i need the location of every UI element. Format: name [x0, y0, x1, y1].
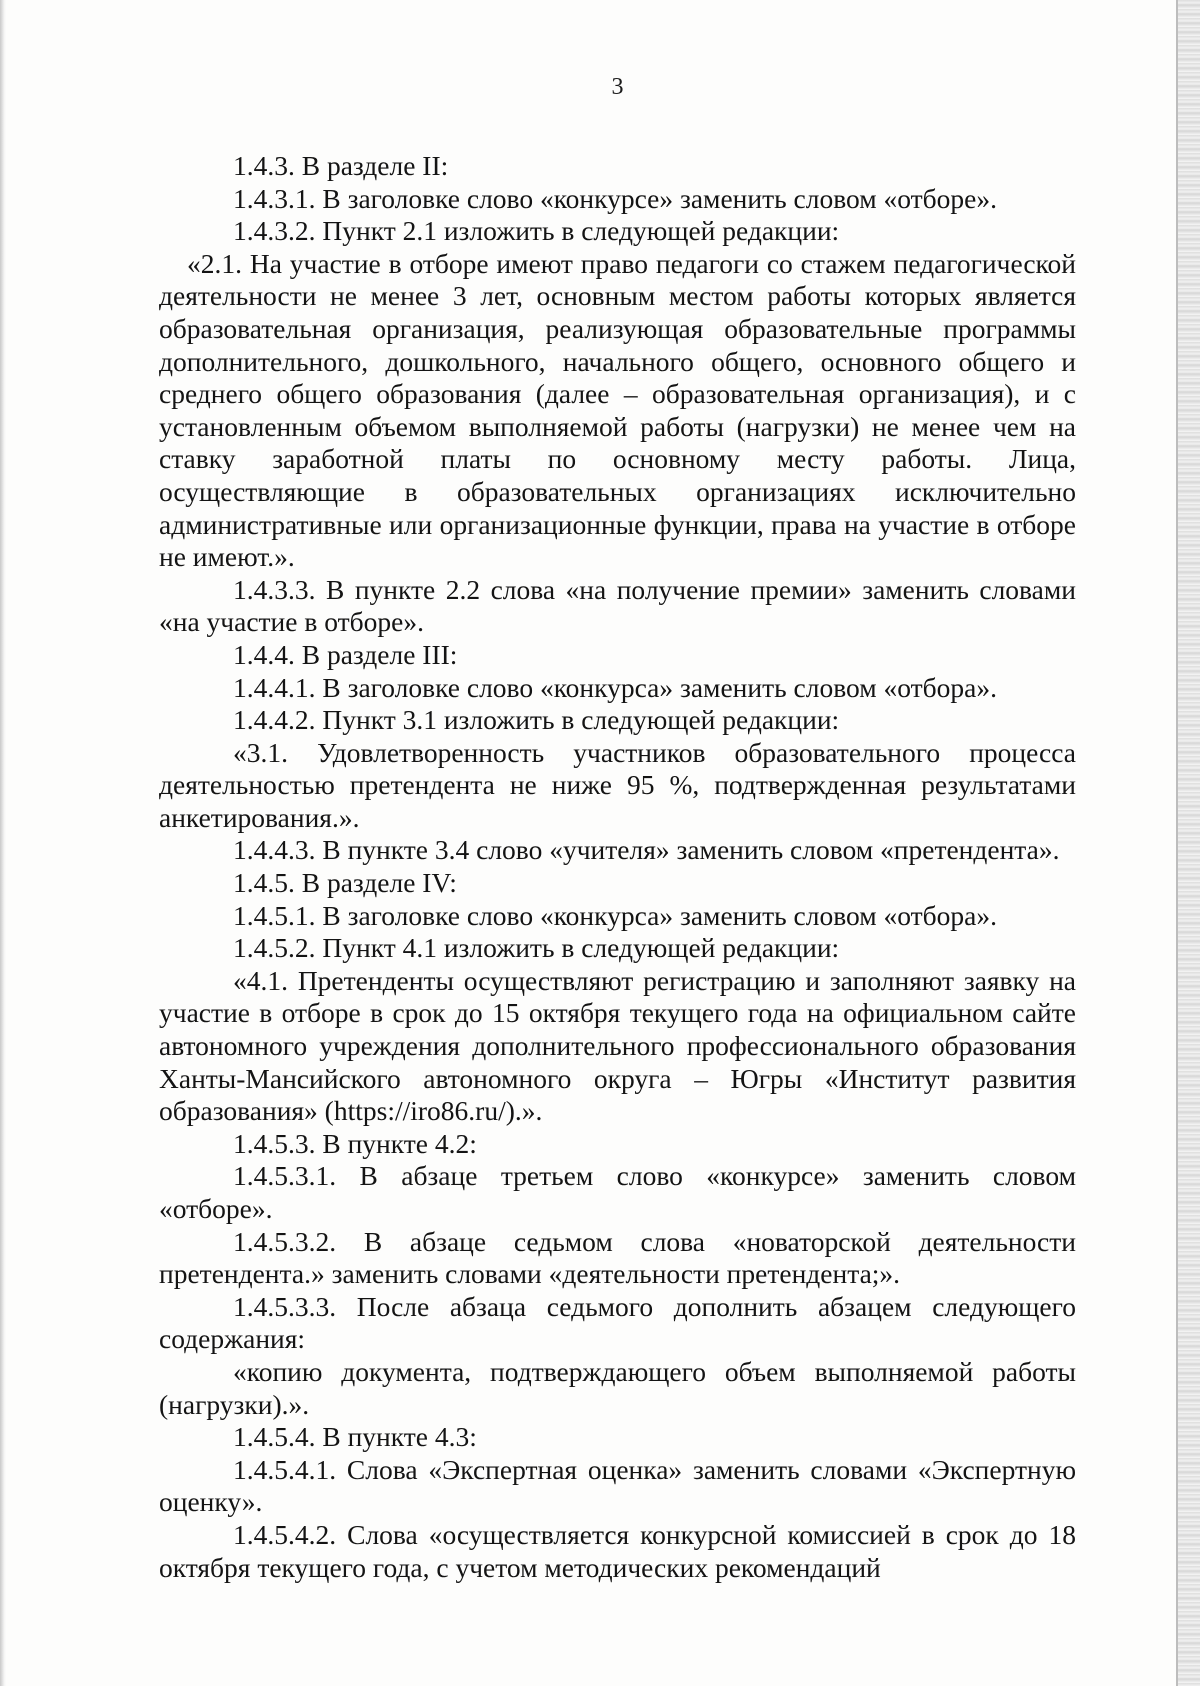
- paragraph-1-4-3: 1.4.3. В разделе II:: [233, 150, 449, 181]
- paragraph-1-4-5-3-3: 1.4.5.3.3. После абзаца седьмого дополнить абзацем следующего содержания:: [159, 1290, 1076, 1355]
- paragraph-1-4-3-3: 1.4.3.3. В пункте 2.2 слова «на получение премии» заменить словами «на участие в отборе».: [159, 573, 1076, 638]
- paragraph-1-4-4-3: 1.4.4.3. В пункте 3.4 слово «учителя» заменить словом «претендента».: [233, 834, 1060, 866]
- paragraph-1-4-5-4: 1.4.5.4. В пункте 4.3:: [233, 1421, 477, 1453]
- paragraph-1-4-5-4-2: 1.4.5.4.2. Слова «осуществляется конкурсной комиссией в срок до 18 октября текущего года, с учетом методических рекомендаций: [159, 1518, 1076, 1583]
- paragraph-1-4-5-1: 1.4.5.1. В заголовке слово «конкурса» заменить словом «отбора».: [233, 899, 997, 931]
- paragraph-1-4-3-1: 1.4.3.1. В заголовке слово «конкурсе» заменить словом «отборе».: [233, 182, 997, 214]
- paragraph-1-4-5-3-1: 1.4.5.3.1. В абзаце третьем слово «конкурсе» заменить словом «отборе».: [159, 1160, 1076, 1224]
- paragraph-1-4-4-1: 1.4.4.1. В заголовке слово «конкурса» заменить словом «отбора».: [233, 671, 997, 703]
- paragraph-1-4-5-3-2: 1.4.5.3.2. В абзаце седьмом слова «новаторской деятельности претендента.» заменить словами «деятельности претендента;».: [159, 1225, 1076, 1290]
- paragraph-1-4-5-4-1: 1.4.5.4.1. Слова «Экспертная оценка» заменить словами «Экспертную оценку».: [159, 1453, 1076, 1518]
- paragraph-quote-document-copy: «копию документа, подтверждающего объем выполняемой работы (нагрузки).».: [159, 1355, 1076, 1420]
- paragraph-quote-2-1: «2.1. На участие в отборе имеют право педагоги со стажем педагогической деятельности не менее 3 лет, основным местом работы которых является образовательная организация, реализующая образовательные программы дополнительного, дошкольного, начального общего, основного общего и среднего общего образования (далее – образовательная организация), и с установленным объемом выполняемой работы (нагрузки) не менее чем на ставку заработной платы по основному месту работы. Лица, осуществляющие в образовательных организациях исключительно административные или организационные функции, права на участие в отборе не имеют.».: [159, 247, 1076, 573]
- paragraph-1-4-4: 1.4.4. В разделе III:: [233, 638, 458, 670]
- paragraph-1-4-5: 1.4.5. В разделе IV:: [233, 867, 457, 899]
- paragraph-quote-3-1: «3.1. Удовлетворенность участников образовательного процесса деятельностью претендента не ниже 95 %, подтвержденная результатами анкетирования.».: [159, 736, 1076, 833]
- paragraph-1-4-3-2: 1.4.3.2. Пункт 2.1 изложить в следующей редакции:: [233, 215, 840, 247]
- page-number: 3: [611, 74, 624, 100]
- paragraph-1-4-5-3: 1.4.5.3. В пункте 4.2:: [233, 1127, 477, 1159]
- paragraph-1-4-4-2: 1.4.4.2. Пункт 3.1 изложить в следующей редакции:: [233, 704, 840, 736]
- paragraph-1-4-5-2: 1.4.5.2. Пункт 4.1 изложить в следующей редакции:: [233, 932, 840, 964]
- scan-edge-right: [1178, 0, 1200, 1686]
- document-text: [159, 150, 1076, 1584]
- scan-edge-left: [0, 0, 6, 1686]
- paragraph-quote-4-1: «4.1. Претенденты осуществляют регистрацию и заполняют заявку на участие в отборе в срок до 15 октября текущего года на официальном сайте автономного учреждения дополнительного профессионального образования Ханты-Мансийского автономного округа – Югры «Институт развития образования» (https://iro86.ru/).».: [159, 964, 1076, 1127]
